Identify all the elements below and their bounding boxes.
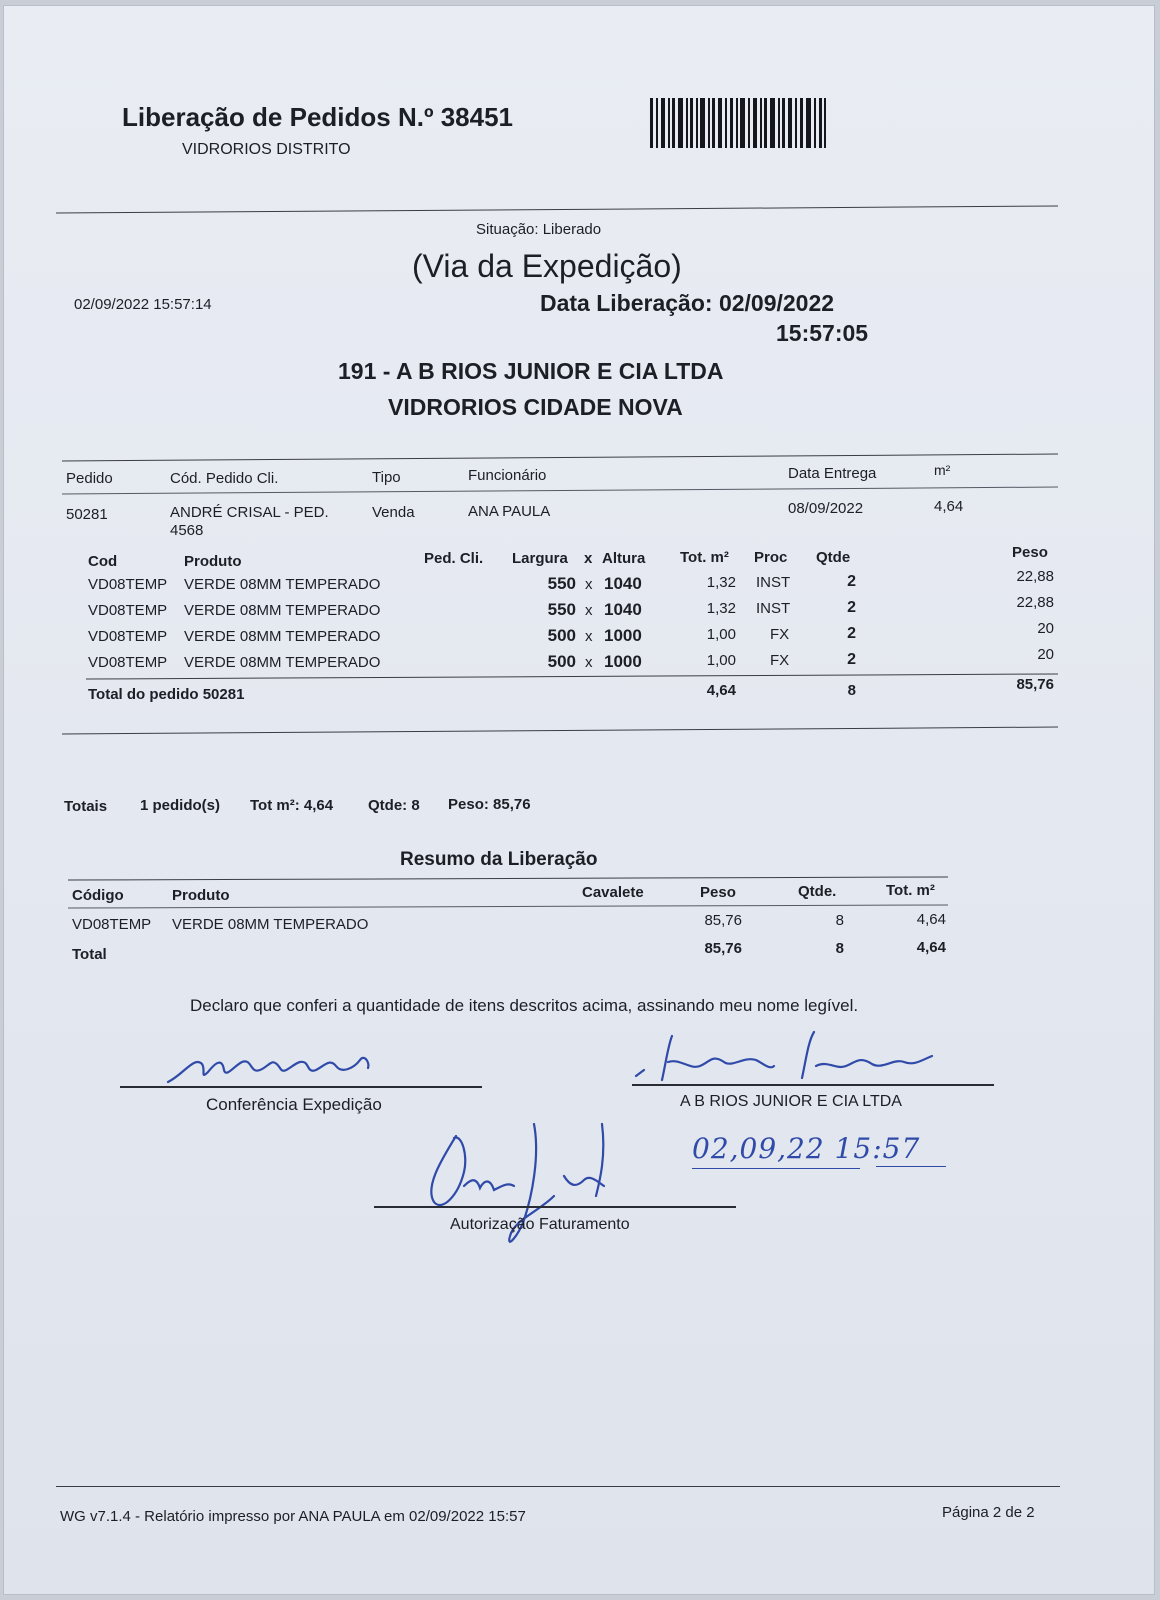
column-header-produto: Produto [184,553,242,570]
client-order-code-cont: 4568 [170,522,204,539]
item-weight: 20 [1037,620,1054,637]
release-date: Data Liberação: 02/09/2022 [540,290,835,316]
item-product: VERDE 08MM TEMPERADO [184,602,381,619]
item-weight: 22,88 [1016,594,1054,611]
summary-total-quantity: 8 [835,940,844,957]
summary-title: Resumo da Liberação [400,849,598,870]
handwritten-underline [692,1168,860,1169]
item-code: VD08TEMP [88,576,168,593]
item-quantity: 2 [847,599,856,616]
signature-label-conferencia: Conferência Expedição [206,1095,382,1114]
copy-type: (Via da Expedição) [412,248,682,284]
signature-line [374,1206,736,1208]
item-area: 1,00 [706,652,736,669]
divider [62,454,1058,462]
column-header-peso: Peso [1012,544,1048,561]
item-process: FX [770,626,790,643]
order-total-quantity: 8 [847,682,856,699]
item-process: INST [756,600,791,617]
printed-timestamp: 02/09/2022 15:57:14 [74,296,212,313]
summary-total-weight: 85,76 [704,940,742,957]
item-code: VD08TEMP [88,628,168,645]
item-product: VERDE 08MM TEMPERADO [184,576,381,593]
order-total-label: Total do pedido 50281 [88,686,245,703]
declaration-text: Declaro que conferi a quantidade de itens descritos acima, assinando meu nome legível. [190,996,859,1015]
column-header-data-entrega: Data Entrega [788,465,877,482]
item-process: FX [770,652,790,669]
item-code: VD08TEMP [88,602,168,619]
summary-quantity: 8 [835,912,844,929]
summary-header-tot-m2: Tot. m² [886,882,935,899]
column-header-altura: Altura [602,550,646,567]
signature-cliente [632,1026,942,1088]
handwritten-date: 02,09,22 15:57 [692,1132,921,1165]
column-header-qtde: Qtde [816,549,851,566]
footer-divider [56,1486,1060,1487]
divider [86,673,1058,679]
column-header-cod: Cod [88,553,118,570]
order-area: 4,64 [934,498,964,515]
signature-line [120,1086,482,1088]
item-times: x [585,602,593,619]
item-times: x [585,576,593,593]
employee-name: ANA PAULA [468,503,551,520]
document-title: Liberação de Pedidos N.º 38451 [122,102,513,132]
summary-header-peso: Peso [700,884,736,901]
divider [56,206,1058,214]
column-header-pedido: Pedido [66,470,113,487]
divider [68,876,948,880]
item-process: INST [756,574,791,591]
signature-autorizacao [414,1116,624,1256]
totals-orders: 1 pedido(s) [140,797,221,814]
summary-header-qtde: Qtde. [798,883,837,900]
order-number: 50281 [66,506,108,523]
item-product: VERDE 08MM TEMPERADO [184,628,381,645]
order-type: Venda [372,504,415,521]
summary-header-cavalete: Cavalete [582,884,644,901]
item-quantity: 2 [847,573,856,590]
item-height: 1000 [604,626,642,645]
delivery-date: 08/09/2022 [788,500,864,517]
release-time: 15:57:05 [776,320,869,346]
client-branch: VIDRORIOS CIDADE NOVA [388,394,683,420]
page-number: Página 2 de 2 [942,1504,1035,1521]
divider [62,487,1058,495]
client-name: 191 - A B RIOS JUNIOR E CIA LTDA [338,358,724,384]
item-height: 1040 [604,574,642,593]
divider [68,904,948,908]
summary-header-produto: Produto [172,887,230,904]
signature-conferencia [164,1044,384,1090]
column-header-tot-m2: Tot. m² [680,549,729,566]
column-header-ped-cli: Ped. Cli. [424,550,484,567]
divider [62,727,1058,735]
item-width: 500 [547,652,576,671]
client-order-code: ANDRÉ CRISAL - PED. [170,504,329,521]
column-header-m2: m² [934,462,951,478]
totals-label: Totais [64,798,108,815]
signature-line [632,1084,994,1086]
totals-weight: Peso: 85,76 [448,796,531,813]
item-height: 1000 [604,652,642,671]
item-times: x [585,628,593,645]
column-header-largura: Largura [512,550,568,567]
column-header-cod-pedido-cli: Cód. Pedido Cli. [170,470,279,487]
column-header-funcionario: Funcionário [468,467,547,484]
item-height: 1040 [604,600,642,619]
summary-product: VERDE 08MM TEMPERADO [172,916,369,933]
item-area: 1,32 [706,600,736,617]
item-times: x [585,654,593,671]
signature-label-autorizacao: Autorização Faturamento [450,1216,630,1233]
totals-quantity: Qtde: 8 [368,797,420,814]
footer-printed-by: WG v7.1.4 - Relatório impresso por ANA PAULA em 02/09/2022 15:57 [60,1508,526,1525]
item-width: 550 [547,574,576,593]
column-header-x: x [584,550,593,567]
totals-area: Tot m²: 4,64 [250,797,334,814]
summary-area: 4,64 [916,911,946,928]
item-width: 550 [547,600,576,619]
item-quantity: 2 [847,625,856,642]
item-product: VERDE 08MM TEMPERADO [184,654,381,671]
issuer-name: VIDRORIOS DISTRITO [182,141,351,158]
barcode-icon [650,98,826,148]
column-header-tipo: Tipo [372,469,401,486]
order-total-area: 4,64 [706,682,736,699]
handwritten-underline [876,1166,946,1167]
document-page [4,6,1154,1594]
summary-weight: 85,76 [704,912,742,929]
summary-total-area: 4,64 [916,939,946,956]
column-header-proc: Proc [754,549,788,566]
summary-total-label: Total [72,946,107,963]
signature-label-cliente: A B RIOS JUNIOR E CIA LTDA [680,1093,902,1110]
item-code: VD08TEMP [88,654,168,671]
order-total-weight: 85,76 [1016,676,1054,693]
summary-header-codigo: Código [72,887,124,904]
item-area: 1,00 [706,626,736,643]
status-text: Situação: Liberado [476,221,602,238]
item-quantity: 2 [847,651,856,668]
item-width: 500 [547,626,576,645]
item-area: 1,32 [706,574,736,591]
summary-code: VD08TEMP [72,916,152,933]
item-weight: 20 [1037,646,1054,663]
item-weight: 22,88 [1016,568,1054,585]
